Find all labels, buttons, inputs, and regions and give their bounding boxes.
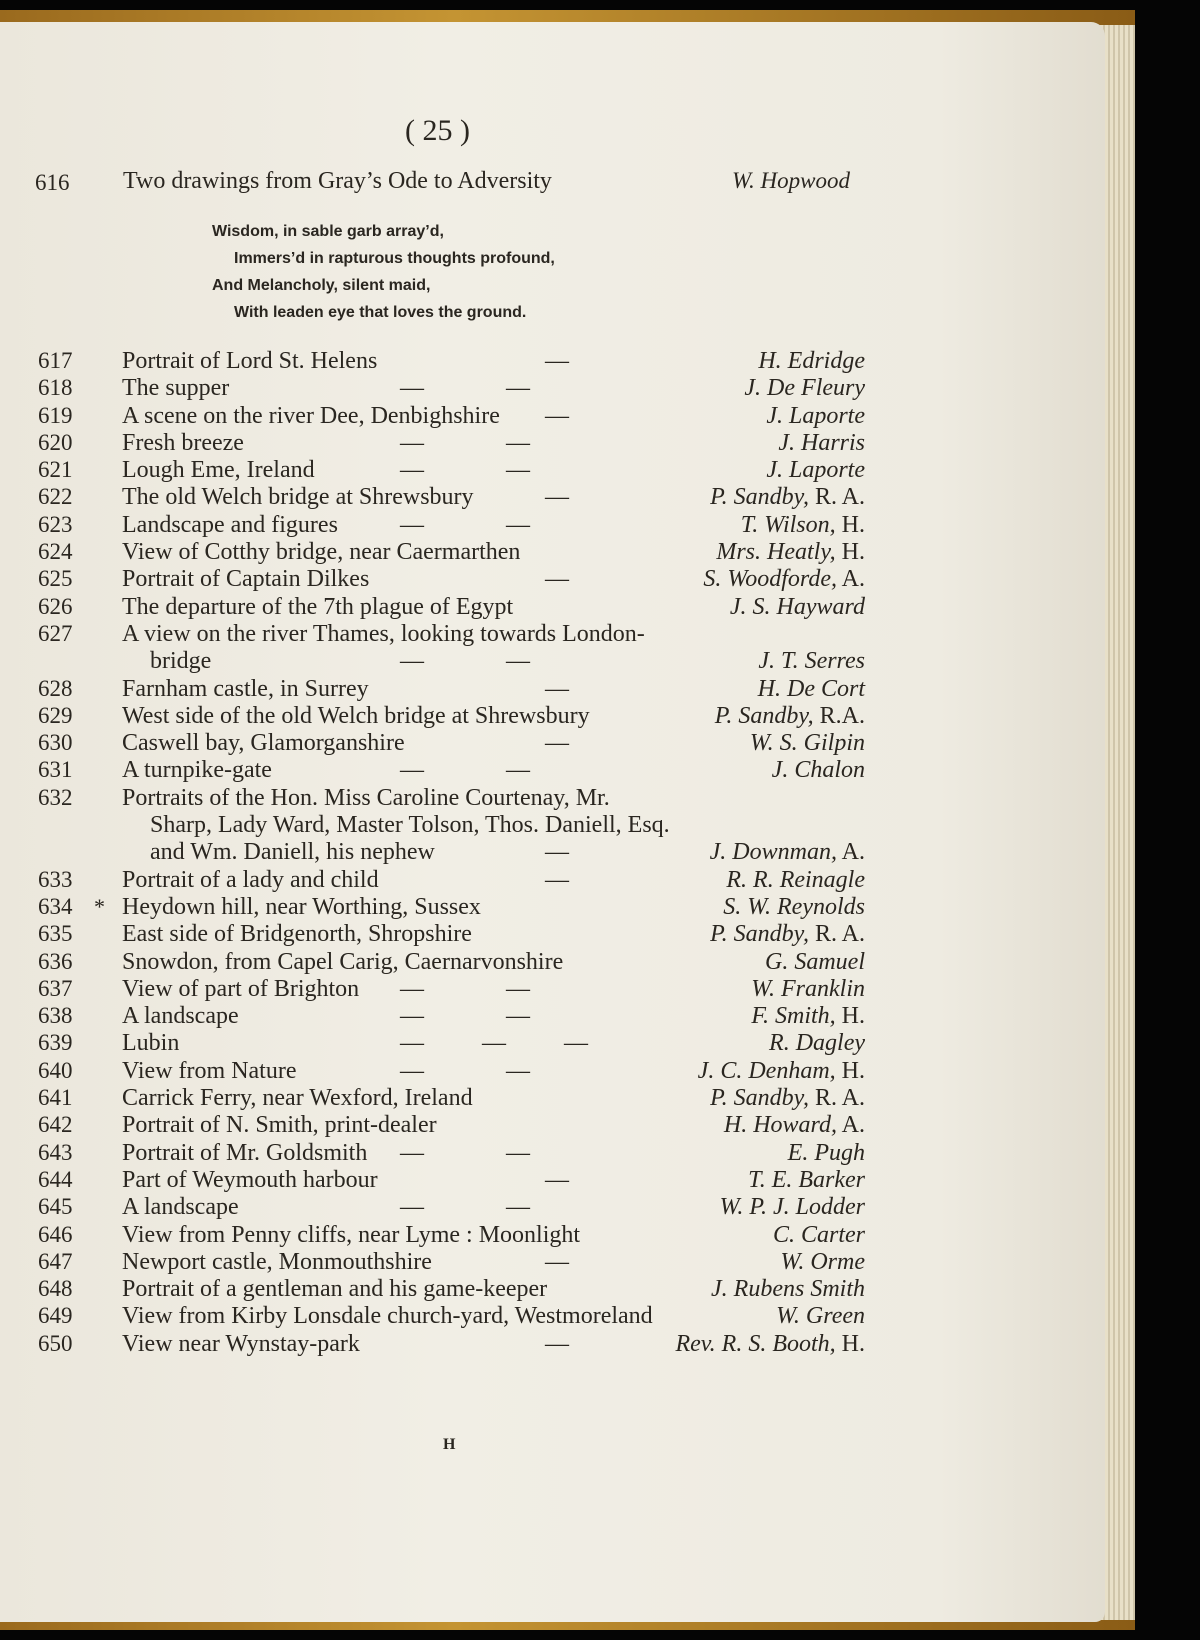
artist-status: R. A. xyxy=(808,921,865,948)
poem-line: Wisdom, in sable garb array’d, xyxy=(212,223,444,240)
catalogue-entry xyxy=(0,1112,1105,1139)
entry-artist xyxy=(675,1331,865,1358)
catalogue-entry xyxy=(0,1030,1105,1057)
entry-artist xyxy=(724,1112,865,1139)
artist-name: P. Sandby, xyxy=(710,921,809,948)
entry-title: Two drawings from Gray’s Ode to Adversity xyxy=(123,168,552,194)
entry-title: Portrait of Lord St. Helens xyxy=(122,348,378,374)
artist-name: Mrs. Heatly, xyxy=(716,539,836,566)
leader-dashes: — — xyxy=(400,648,532,675)
catalogue-entry xyxy=(0,403,1105,430)
entry-number: 624 xyxy=(38,539,73,565)
entry-title: View of Cotthy bridge, near Caermarthen xyxy=(122,539,521,566)
entry-artist xyxy=(710,839,865,866)
catalogue-entry xyxy=(0,1303,1105,1330)
entry-artist xyxy=(758,648,865,675)
poem-line: With leaden eye that loves the ground. xyxy=(234,304,527,321)
catalogue-entry xyxy=(0,976,1105,1003)
catalogue-entry xyxy=(0,839,1105,866)
entry-number: 630 xyxy=(38,730,73,756)
artist-name: W. Franklin xyxy=(751,975,865,1002)
entry-number: 628 xyxy=(38,675,73,701)
entry-artist xyxy=(751,976,865,1003)
entry-number: 648 xyxy=(38,1276,73,1302)
catalogue-entry xyxy=(0,457,1105,484)
poem-epigraph xyxy=(212,218,555,326)
leader-dashes: — xyxy=(545,1166,571,1193)
entry-title: View from Nature xyxy=(122,1057,297,1084)
leader-dashes: — — xyxy=(400,975,532,1002)
entry-title: Portrait of Captain Dilkes xyxy=(122,566,370,593)
entry-number: 619 xyxy=(38,402,73,428)
entry-title: Portrait of a lady and child xyxy=(122,866,379,893)
artist-status: H. xyxy=(835,1057,865,1084)
leader-dashes: — xyxy=(545,484,571,511)
catalogue-entry xyxy=(0,894,1105,921)
artist-status: A. xyxy=(836,566,865,593)
artist-status: H. xyxy=(835,539,865,566)
entry-number: 623 xyxy=(38,511,73,537)
leader-dashes: — — xyxy=(400,429,532,456)
leader-dashes: — — xyxy=(400,1057,532,1084)
catalogue-entry xyxy=(0,648,1105,675)
entry-artist xyxy=(769,1030,865,1057)
entry-title: Lough Eme, Ireland xyxy=(122,457,315,484)
artist-name: P. Sandby, xyxy=(714,702,814,729)
artist-name: H. Howard, xyxy=(723,1112,837,1139)
leader-dashes: — — xyxy=(400,511,532,538)
entry-title: The supper xyxy=(122,375,230,402)
catalogue-entry xyxy=(0,348,1105,375)
artist-name: W. Green xyxy=(776,1303,865,1330)
catalogue-entry xyxy=(0,1167,1105,1194)
entry-title: Part of Weymouth harbour xyxy=(122,1166,378,1193)
artist-name: J. Rubens Smith xyxy=(711,1276,865,1303)
artist-name: J. Chalon xyxy=(771,757,865,784)
entry-artist xyxy=(715,703,865,730)
entry-artist xyxy=(758,676,865,703)
entry-title: A landscape xyxy=(122,1194,239,1221)
entry-artist xyxy=(716,539,865,566)
catalogue-entry xyxy=(0,703,1105,730)
entry-artist xyxy=(766,403,865,430)
catalogue-page xyxy=(0,22,1105,1622)
entry-artist xyxy=(744,375,865,402)
catalogue-entry xyxy=(0,757,1105,784)
entry-title: A view on the river Thames, looking towards London- xyxy=(122,620,645,647)
entry-title: Lubin xyxy=(122,1030,180,1057)
leader-dashes: — xyxy=(545,839,571,866)
entry-artist xyxy=(765,949,865,976)
entry-number: 634 xyxy=(38,893,73,919)
catalogue-entry xyxy=(0,512,1105,539)
entry-number: 629 xyxy=(38,702,73,728)
entry-artist xyxy=(776,1303,865,1330)
entry-number: 617 xyxy=(38,348,73,373)
entry-title: and Wm. Daniell, his nephew xyxy=(150,839,435,866)
artist-status: R.A. xyxy=(813,702,865,729)
artist-status: H. xyxy=(835,1330,865,1357)
entry-number: 641 xyxy=(38,1085,73,1111)
artist-name: J. Laporte xyxy=(766,457,865,484)
entry-artist xyxy=(711,1276,865,1303)
entry-artist xyxy=(726,867,865,894)
entry-title: A turnpike-gate xyxy=(122,757,272,784)
entry-title: View from Penny cliffs, near Lyme : Moonlight xyxy=(122,1221,581,1248)
entry-artist xyxy=(750,730,865,757)
catalogue-entry xyxy=(0,594,1105,621)
entry-number: 626 xyxy=(38,593,73,619)
catalogue-entry xyxy=(0,375,1105,402)
artist-name: S. W. Reynolds xyxy=(723,893,865,920)
entry-artist xyxy=(730,594,865,621)
entry-number: 649 xyxy=(38,1303,73,1329)
leader-dashes: — xyxy=(545,402,571,429)
catalogue-entry xyxy=(0,621,1105,648)
entry-title: The departure of the 7th plague of Egypt xyxy=(122,593,514,620)
artist-status: R. A. xyxy=(808,484,865,511)
catalogue-entry xyxy=(0,785,1105,812)
catalogue-entry xyxy=(0,1194,1105,1221)
catalogue-entry xyxy=(0,867,1105,894)
entry-number: 636 xyxy=(38,948,73,974)
artist-name: T. E. Barker xyxy=(748,1166,865,1193)
catalogue-entry xyxy=(0,1140,1105,1167)
entry-title: bridge xyxy=(150,648,212,675)
entry-title: Newport castle, Monmouthshire xyxy=(122,1248,432,1275)
entry-artist xyxy=(766,457,865,484)
artist-name: E. Pugh xyxy=(787,1139,865,1166)
entry-artist xyxy=(710,1085,865,1112)
catalogue-entry xyxy=(0,1003,1105,1030)
entry-number: 643 xyxy=(38,1139,73,1165)
entry-artist xyxy=(710,921,865,948)
artist-status: A. xyxy=(836,839,865,866)
catalogue-entry xyxy=(0,676,1105,703)
catalogue-entry xyxy=(0,812,1105,839)
catalogue-entry xyxy=(0,1331,1105,1358)
entry-title: Portraits of the Hon. Miss Caroline Courtenay, Mr. xyxy=(122,784,610,811)
artist-status: H. xyxy=(835,1003,865,1030)
entry-title: Farnham castle, in Surrey xyxy=(122,675,369,702)
catalogue-entry xyxy=(0,1222,1105,1249)
entry-artist xyxy=(781,1249,865,1276)
entry-number: 637 xyxy=(38,975,73,1001)
entry-title: Carrick Ferry, near Wexford, Ireland xyxy=(122,1085,473,1112)
entry-artist xyxy=(773,1222,865,1249)
artist-status: R. A. xyxy=(808,1085,865,1112)
artist-name: S. Woodforde, xyxy=(703,566,837,593)
catalogue-entry xyxy=(0,1249,1105,1276)
entry-title: East side of Bridgenorth, Shropshire xyxy=(122,921,472,948)
artist-name: R. R. Reinagle xyxy=(726,866,865,893)
poem-line: And Melancholy, silent maid, xyxy=(212,277,431,294)
catalogue-entry xyxy=(0,1085,1105,1112)
poem-line: Immers’d in rapturous thoughts profound, xyxy=(234,250,555,267)
leader-dashes: — xyxy=(545,866,571,893)
entry-artist: W. Hopwood xyxy=(732,168,850,193)
leader-dashes: — — xyxy=(400,1139,532,1166)
artist-name: W. Orme xyxy=(780,1248,865,1275)
signature-mark: H xyxy=(443,1436,456,1453)
entry-number: 647 xyxy=(38,1248,73,1274)
artist-name: P. Sandby, xyxy=(710,1085,809,1112)
entry-number: 639 xyxy=(38,1030,73,1056)
leader-dashes: — xyxy=(545,1248,571,1275)
entry-title: Portrait of Mr. Goldsmith xyxy=(122,1139,368,1166)
catalogue-entry xyxy=(0,430,1105,457)
entry-number: 640 xyxy=(38,1057,73,1083)
entry-title: The old Welch bridge at Shrewsbury xyxy=(122,484,474,511)
entry-title: West side of the old Welch bridge at Shrewsbury xyxy=(122,702,590,729)
artist-name: Rev. R. S. Booth, xyxy=(675,1330,836,1357)
entry-number: 618 xyxy=(38,375,73,401)
entry-title: View near Wynstay-park xyxy=(122,1330,360,1357)
leader-dashes: — — xyxy=(400,457,532,484)
entry-title: Portrait of N. Smith, print-dealer xyxy=(122,1112,437,1139)
artist-name: H. Edridge xyxy=(758,348,865,374)
entry-artist xyxy=(778,430,865,457)
leader-dashes: — — xyxy=(400,757,532,784)
entry-number: 625 xyxy=(38,566,73,592)
entry-number: 642 xyxy=(38,1112,73,1138)
entry-number: 638 xyxy=(38,1003,73,1029)
entry-number: 631 xyxy=(38,757,73,783)
page-number: ( 25 ) xyxy=(405,114,470,147)
catalogue-entry xyxy=(0,730,1105,757)
artist-name: G. Samuel xyxy=(765,948,865,975)
artist-name: J. C. Denham, xyxy=(697,1057,836,1084)
artist-name: H. De Cort xyxy=(757,675,865,702)
leader-dashes: — — xyxy=(400,1003,532,1030)
catalogue-entry xyxy=(0,1058,1105,1085)
entry-title: Heydown hill, near Worthing, Sussex xyxy=(122,893,481,920)
entry-number: 633 xyxy=(38,866,73,892)
entry-artist xyxy=(710,484,865,511)
leader-dashes: — — xyxy=(400,375,532,402)
leader-dashes: — — — xyxy=(400,1030,590,1057)
entry-artist xyxy=(748,1167,865,1194)
entry-number: 620 xyxy=(38,429,73,455)
entry-mark: * xyxy=(94,893,105,919)
entry-title: Caswell bay, Glamorganshire xyxy=(122,730,405,757)
entry-artist xyxy=(723,894,865,921)
catalogue-entry xyxy=(0,566,1105,593)
entry-number: 635 xyxy=(38,921,73,947)
entry-artist xyxy=(698,1058,865,1085)
artist-name: J. Downman, xyxy=(709,839,837,866)
artist-name: W. P. J. Lodder xyxy=(719,1194,865,1221)
entry-artist xyxy=(751,1003,865,1030)
catalogue-entry xyxy=(0,921,1105,948)
entry-artist xyxy=(788,1140,865,1167)
leader-dashes: — xyxy=(545,348,571,374)
artist-name: J. Harris xyxy=(778,429,865,456)
catalogue-list xyxy=(0,348,1105,1358)
artist-name: T. Wilson, xyxy=(740,511,836,538)
entry-number: 622 xyxy=(38,484,73,510)
artist-status: H. xyxy=(835,511,865,538)
artist-name: J. De Fleury xyxy=(744,375,865,402)
leader-dashes: — — xyxy=(400,1194,532,1221)
entry-number: 646 xyxy=(38,1221,73,1247)
entry-number: 616 xyxy=(35,170,70,195)
catalogue-entry xyxy=(0,1276,1105,1303)
artist-status: A. xyxy=(836,1112,865,1139)
entry-title: A scene on the river Dee, Denbighshire xyxy=(122,402,500,429)
entry-number: 650 xyxy=(38,1330,73,1356)
entry-number: 645 xyxy=(38,1194,73,1220)
entry-title: Portrait of a gentleman and his game-keeper xyxy=(122,1276,548,1303)
entry-number: 644 xyxy=(38,1166,73,1192)
leader-dashes: — xyxy=(545,1330,571,1357)
entry-title: Landscape and figures xyxy=(122,511,338,538)
artist-name: C. Carter xyxy=(772,1221,865,1248)
entry-artist xyxy=(741,512,865,539)
entry-title: A landscape xyxy=(122,1003,239,1030)
catalogue-entry xyxy=(0,949,1105,976)
entry-number: 627 xyxy=(38,620,73,646)
artist-name: P. Sandby, xyxy=(710,484,809,511)
entry-title: View of part of Brighton xyxy=(122,975,360,1002)
leader-dashes: — xyxy=(545,566,571,593)
entry-artist xyxy=(703,566,865,593)
entry-title: Sharp, Lady Ward, Master Tolson, Thos. Daniell, Esq. xyxy=(150,812,670,839)
entry-title: Fresh breeze xyxy=(122,429,244,456)
catalogue-entry xyxy=(0,539,1105,566)
entry-number: 632 xyxy=(38,784,73,810)
artist-name: F. Smith, xyxy=(751,1003,836,1030)
entry-artist xyxy=(758,348,865,375)
artist-name: W. S. Gilpin xyxy=(749,730,865,757)
artist-name: R. Dagley xyxy=(769,1030,865,1057)
entry-number: 621 xyxy=(38,457,73,483)
entry-title: Snowdon, from Capel Carig, Caernarvonshire xyxy=(122,948,564,975)
entry-artist xyxy=(720,1194,865,1221)
leader-dashes: — xyxy=(545,675,571,702)
artist-name: J. S. Hayward xyxy=(729,593,865,620)
artist-name: J. Laporte xyxy=(766,402,865,429)
catalogue-entry xyxy=(0,484,1105,511)
entry-artist xyxy=(772,757,865,784)
leader-dashes: — xyxy=(545,730,571,757)
artist-name: J. T. Serres xyxy=(758,648,865,675)
entry-title: View from Kirby Lonsdale church-yard, Westmoreland xyxy=(122,1303,653,1330)
